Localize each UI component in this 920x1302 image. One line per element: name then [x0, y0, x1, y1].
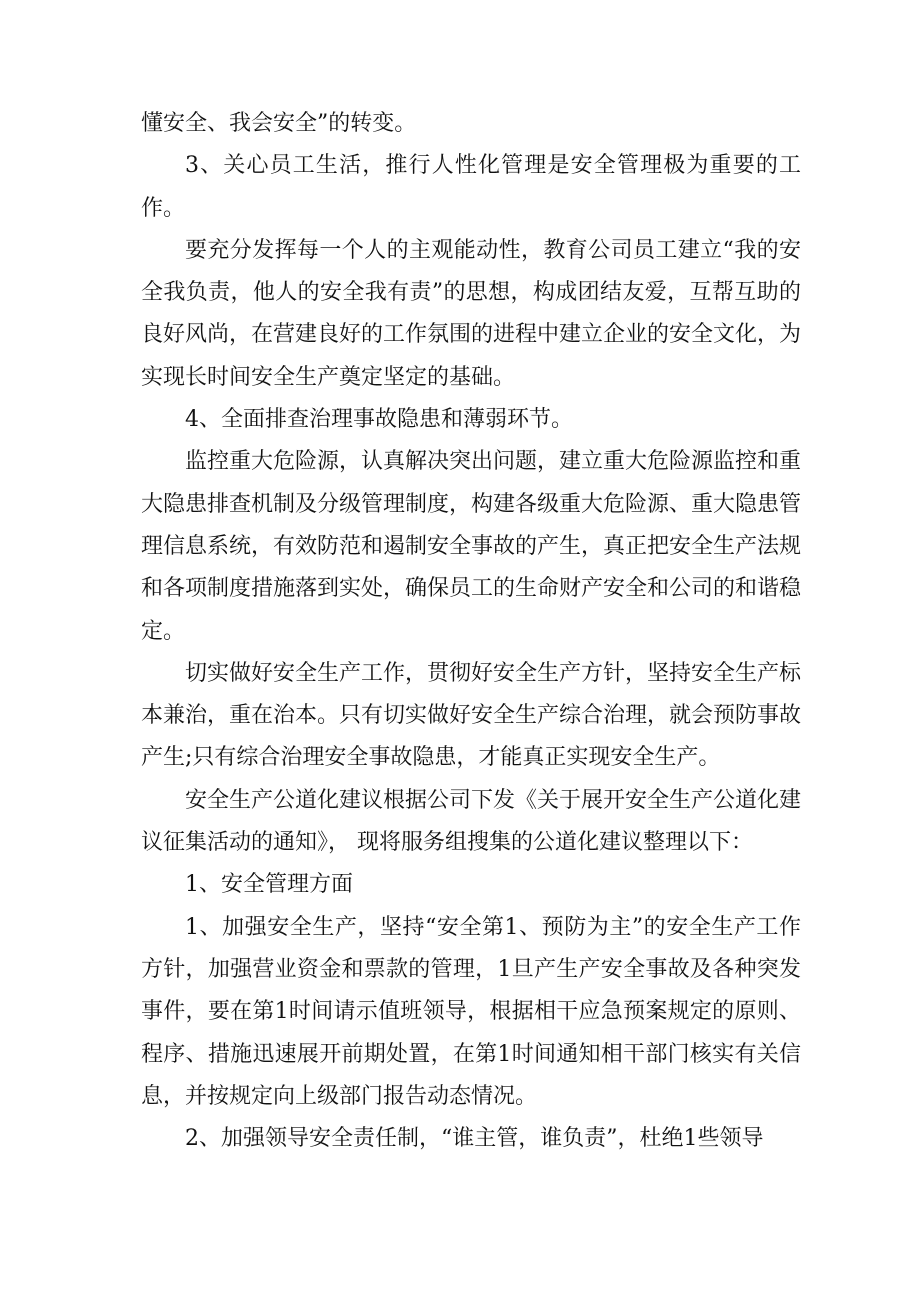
paragraph: 安全生产公道化建议根据公司下发《关于展开安全生产公道化建议征集活动的通知》， 现将服务组搜集的公道化建议整理以下： — [141, 787, 802, 856]
paragraph: 1、加强安全生产，坚持“安全第1、预防为主”的安全生产工作方针，加强营业资金和票款的管理，1旦产生产安全事故及各种突发事件，要在第1时间请示值班领导，根据相干应急预案规定的原则、程序、措施迅速展开前期处置，在第1时间通知相干部门核实有关信息，并按规定向上级部门报告动态情况。 — [141, 914, 801, 1109]
paragraph: 1、安全管理方面 — [185, 872, 353, 898]
paragraph: 切实做好安全生产工作，贯彻好安全生产方针，坚持安全生产标本兼治，重在治本。只有切实做好安全生产综合治理，就会预防事故产生;只有综合治理安全事故隐患，才能真正实现安全生产。 — [141, 660, 802, 771]
paragraph: 监控重大危险源，认真解决突出问题，建立重大危险源监控和重大隐患排查机制及分级管理制度，构建各级重大危险源、重大隐患管理信息系统，有效防范和遏制安全事故的产生，真正把安全生产法规和各项制度措施落到实处，确保员工的生命财产安全和公司的和谐稳定。 — [141, 449, 802, 644]
paragraph: 4、全面排查治理事故隐患和薄弱环节。 — [185, 407, 573, 433]
paragraph: 懂安全、我会安全”的转变。 — [141, 111, 417, 136]
document-body — [141, 103, 801, 1160]
paragraph: 3、关心员工生活，推行人性化管理是安全管理极为重要的工作。 — [141, 153, 801, 221]
paragraph: 要充分发挥每一个人的主观能动性，教育公司员工建立“我的安全我负责，他人的安全我有责”的思想，构成团结友爱，互帮互助的良好风尚，在营建良好的工作氛围的进程中建立企业的安全文化，为实现长时间安全生产奠定坚定的基础。 — [141, 237, 802, 390]
paragraph: 2、加强领导安全责任制，“谁主管，谁负责”，杜绝1些领导 — [185, 1126, 764, 1152]
